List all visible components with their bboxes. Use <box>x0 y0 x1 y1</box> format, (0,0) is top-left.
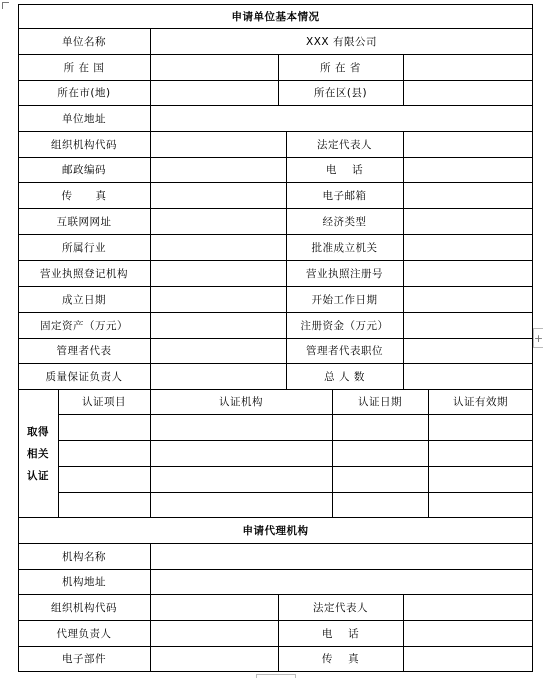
add-column-handle[interactable]: + <box>533 328 543 348</box>
manager-rep-label: 管理者代表 <box>56 345 112 357</box>
district-label: 所在区(县) <box>313 87 368 99</box>
phone-label: 电 话 <box>325 164 364 176</box>
approval-org-label: 批准成立机关 <box>311 241 378 254</box>
reg-capital-field[interactable] <box>404 312 532 338</box>
col-cert-validity: 认证有效期 <box>453 396 508 408</box>
legal-rep-label: 法定代表人 <box>317 138 372 151</box>
province-label: 所 在 省 <box>320 61 361 74</box>
cert-row[interactable] <box>59 467 532 492</box>
company-name-value[interactable]: XXX 有限公司 <box>306 35 377 48</box>
address-label: 单位地址 <box>62 112 106 125</box>
legal-rep-field[interactable] <box>404 131 532 157</box>
phone-field[interactable] <box>404 157 532 182</box>
cert-row[interactable] <box>59 493 532 517</box>
fax-label: 传 真 <box>61 189 107 202</box>
certs-side-label-2: 相关 <box>27 447 49 460</box>
district-field[interactable] <box>404 80 532 105</box>
agent-head-label: 代理负责人 <box>56 627 112 640</box>
corner-mark <box>2 2 9 9</box>
agency-fax-label: 传 真 <box>321 653 360 665</box>
website-field[interactable] <box>151 208 286 234</box>
license-no-field[interactable] <box>404 260 532 286</box>
agency-name-label: 机构名称 <box>62 550 106 563</box>
agency-email-label: 电子部件 <box>62 653 106 665</box>
manager-rep-field[interactable] <box>151 338 286 363</box>
industry-label: 所属行业 <box>62 241 106 254</box>
email-label: 电子邮箱 <box>322 189 367 202</box>
fax-field[interactable] <box>151 182 286 208</box>
country-field[interactable] <box>151 54 278 80</box>
agency-address-field[interactable] <box>151 569 532 594</box>
section-title-agency: 申请代理机构 <box>242 524 309 537</box>
org-code-label: 组织机构代码 <box>51 138 117 151</box>
col-cert-date: 认证日期 <box>358 396 402 408</box>
agency-phone-field[interactable] <box>404 620 532 646</box>
col-cert-body: 认证机构 <box>219 396 263 408</box>
col-cert-item: 认证项目 <box>82 396 126 408</box>
agency-fax-field[interactable] <box>404 646 532 671</box>
cert-row[interactable] <box>59 415 532 440</box>
industry-field[interactable] <box>151 234 286 260</box>
application-form-table <box>18 4 533 672</box>
table-resize-handle[interactable] <box>256 674 296 678</box>
total-staff-label: 总 人 数 <box>324 370 365 383</box>
certs-side-label-3: 认证 <box>27 469 49 482</box>
agency-legal-rep-field[interactable] <box>404 594 532 620</box>
work-start-field[interactable] <box>404 286 532 312</box>
license-org-field[interactable] <box>151 260 286 286</box>
econ-type-label: 经济类型 <box>322 215 367 228</box>
quality-head-label: 质量保证负责人 <box>45 370 123 383</box>
founded-label: 成立日期 <box>62 293 106 306</box>
postcode-field[interactable] <box>151 157 286 182</box>
agency-org-code-label: 组织机构代码 <box>51 601 117 614</box>
econ-type-field[interactable] <box>404 208 532 234</box>
agent-head-field[interactable] <box>151 620 278 646</box>
manager-rep-title-label: 管理者代表职位 <box>306 345 383 357</box>
city-label: 所在市(地) <box>57 87 111 99</box>
city-field[interactable] <box>151 80 278 105</box>
founded-field[interactable] <box>151 286 286 312</box>
certs-side-label-1: 取得 <box>27 425 49 438</box>
address-field[interactable] <box>151 105 532 131</box>
license-org-label: 营业执照登记机构 <box>40 267 128 280</box>
org-code-field[interactable] <box>151 131 286 157</box>
approval-org-field[interactable] <box>404 234 532 260</box>
agency-legal-rep-label: 法定代表人 <box>313 601 368 614</box>
section-title-applicant: 申请单位基本情况 <box>231 10 320 23</box>
total-staff-field[interactable] <box>404 363 532 389</box>
fixed-assets-label: 固定资产（万元） <box>40 319 128 332</box>
company-name-label: 单位名称 <box>62 35 106 48</box>
agency-phone-label: 电 话 <box>321 627 360 640</box>
license-no-label: 营业执照注册号 <box>306 267 383 280</box>
agency-name-field[interactable] <box>151 543 532 569</box>
country-label: 所 在 国 <box>63 61 105 74</box>
fixed-assets-field[interactable] <box>151 312 286 338</box>
agency-org-code-field[interactable] <box>151 594 278 620</box>
cert-row[interactable] <box>59 441 532 466</box>
manager-rep-title-field[interactable] <box>404 338 532 363</box>
agency-address-label: 机构地址 <box>62 576 106 588</box>
email-field[interactable] <box>404 182 532 208</box>
website-label: 互联网网址 <box>56 215 112 228</box>
agency-email-field[interactable] <box>151 646 278 671</box>
reg-capital-label: 注册资金（万元） <box>300 319 389 332</box>
postcode-label: 邮政编码 <box>62 164 106 176</box>
work-start-label: 开始工作日期 <box>311 293 378 306</box>
quality-head-field[interactable] <box>151 363 286 389</box>
province-field[interactable] <box>404 54 532 80</box>
